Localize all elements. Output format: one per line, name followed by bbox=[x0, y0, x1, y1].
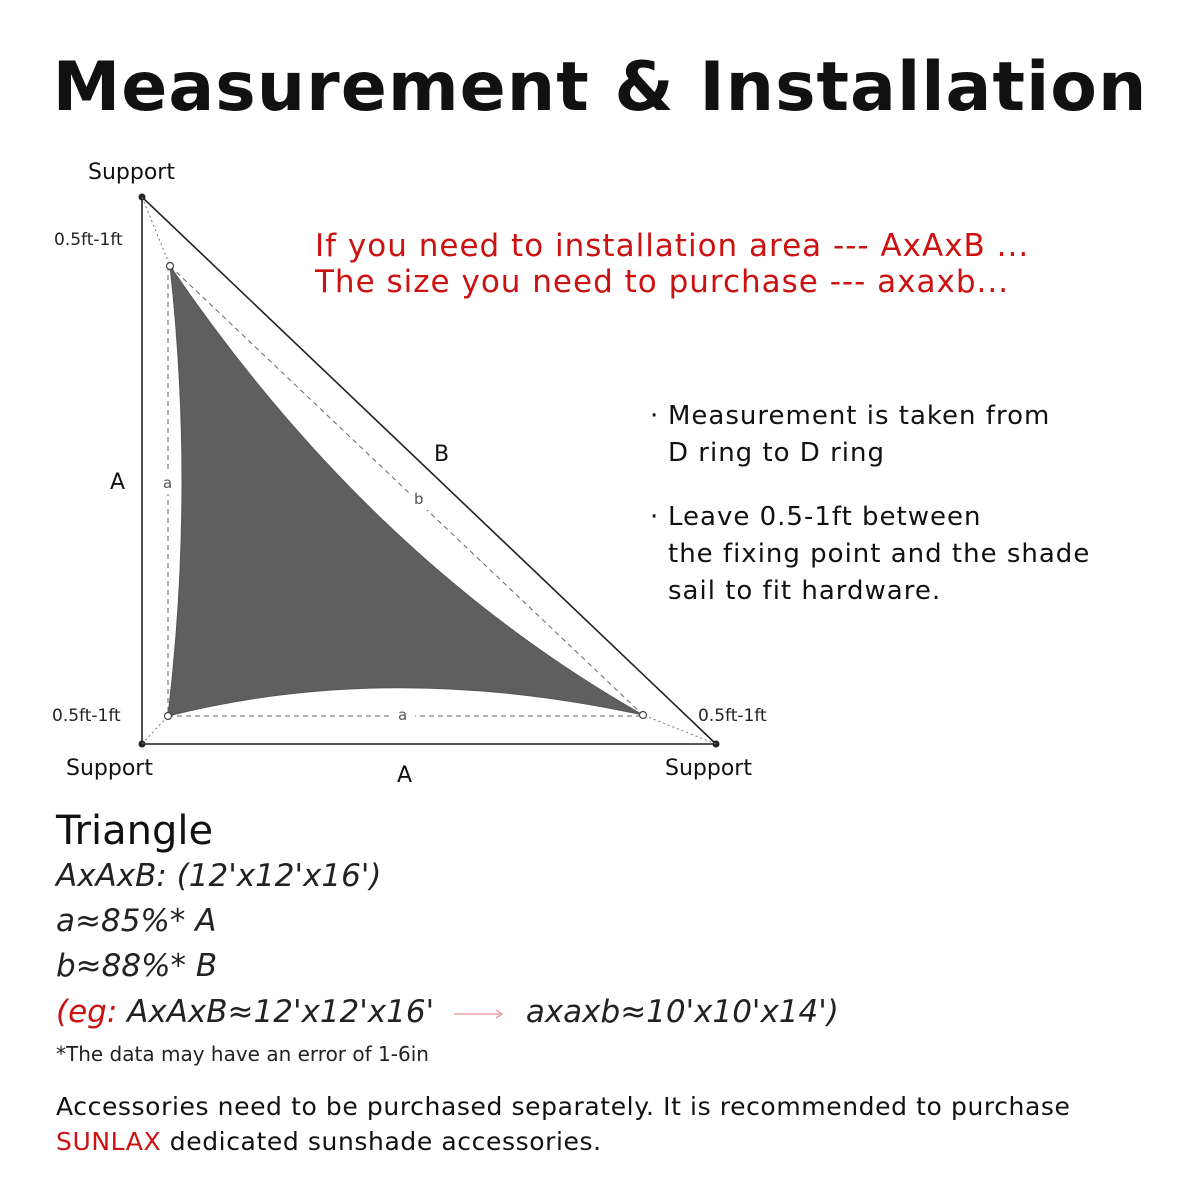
side-label-a-vertical: a bbox=[163, 474, 173, 492]
accessories-line2 bbox=[56, 1127, 602, 1156]
side-label-a-horizontal: a bbox=[398, 706, 408, 724]
shade-sail bbox=[168, 266, 643, 716]
offset-label-bottom-left: 0.5ft-1ft bbox=[52, 706, 121, 726]
d-ring-right bbox=[640, 712, 647, 719]
offset-label-bottom-right: 0.5ft-1ft bbox=[698, 706, 767, 726]
bullet-2 bbox=[650, 499, 1090, 610]
d-ring-top bbox=[167, 263, 174, 270]
tension-line-top bbox=[142, 197, 170, 266]
bullet-1 bbox=[650, 398, 1050, 472]
formula-a: a≈85%* A bbox=[56, 903, 217, 939]
accessories-line2-text: dedicated sunshade accessories. bbox=[161, 1127, 602, 1156]
side-label-b: b bbox=[414, 490, 424, 508]
formula-b: b≈88%* B bbox=[56, 948, 218, 984]
support-label-bottom-left: Support bbox=[66, 756, 153, 781]
red-note-line2: The size you need to purchase --- axaxb... bbox=[315, 264, 1010, 300]
bullet-1-line2: D ring to D ring bbox=[668, 438, 885, 468]
side-label-A-vertical: A bbox=[110, 470, 126, 495]
support-label-bottom-right: Support bbox=[665, 756, 752, 781]
d-ring-left bbox=[165, 713, 172, 720]
example-right: axaxb≈10'x10'x14') bbox=[525, 994, 839, 1030]
brand-name: SUNLAX bbox=[56, 1127, 162, 1156]
formula-example bbox=[56, 994, 839, 1030]
side-label-B: B bbox=[434, 442, 450, 467]
bullet-2-line2: the fixing point and the shade bbox=[668, 539, 1091, 569]
accessories-line1: Accessories need to be purchased separately. It is recommended to purchase bbox=[56, 1092, 1071, 1121]
side-label-A-horizontal: A bbox=[397, 763, 413, 788]
example-prefix: (eg: bbox=[56, 994, 118, 1030]
arrow-right-icon bbox=[450, 1004, 510, 1024]
bullet-dot-icon: · bbox=[650, 502, 660, 532]
bullet-2-line1: Leave 0.5-1ft between bbox=[668, 502, 982, 532]
formula-sizes: AxAxB: (12'x12'x16') bbox=[56, 858, 382, 894]
support-label-top: Support bbox=[88, 160, 175, 185]
offset-label-top: 0.5ft-1ft bbox=[54, 230, 123, 250]
tension-line-left bbox=[142, 716, 168, 744]
bullet-1-line1: Measurement is taken from bbox=[668, 401, 1051, 431]
example-left: AxAxB≈12'x12'x16' bbox=[127, 994, 435, 1030]
error-note: *The data may have an error of 1-6in bbox=[56, 1042, 429, 1066]
bullet-dot-icon: · bbox=[650, 401, 660, 431]
page-title: Measurement & Installation bbox=[52, 48, 1148, 127]
red-note-line1: If you need to installation area --- AxAxB ... bbox=[315, 228, 1030, 264]
bullet-2-line3: sail to fit hardware. bbox=[668, 576, 942, 606]
triangle-heading: Triangle bbox=[56, 808, 214, 854]
